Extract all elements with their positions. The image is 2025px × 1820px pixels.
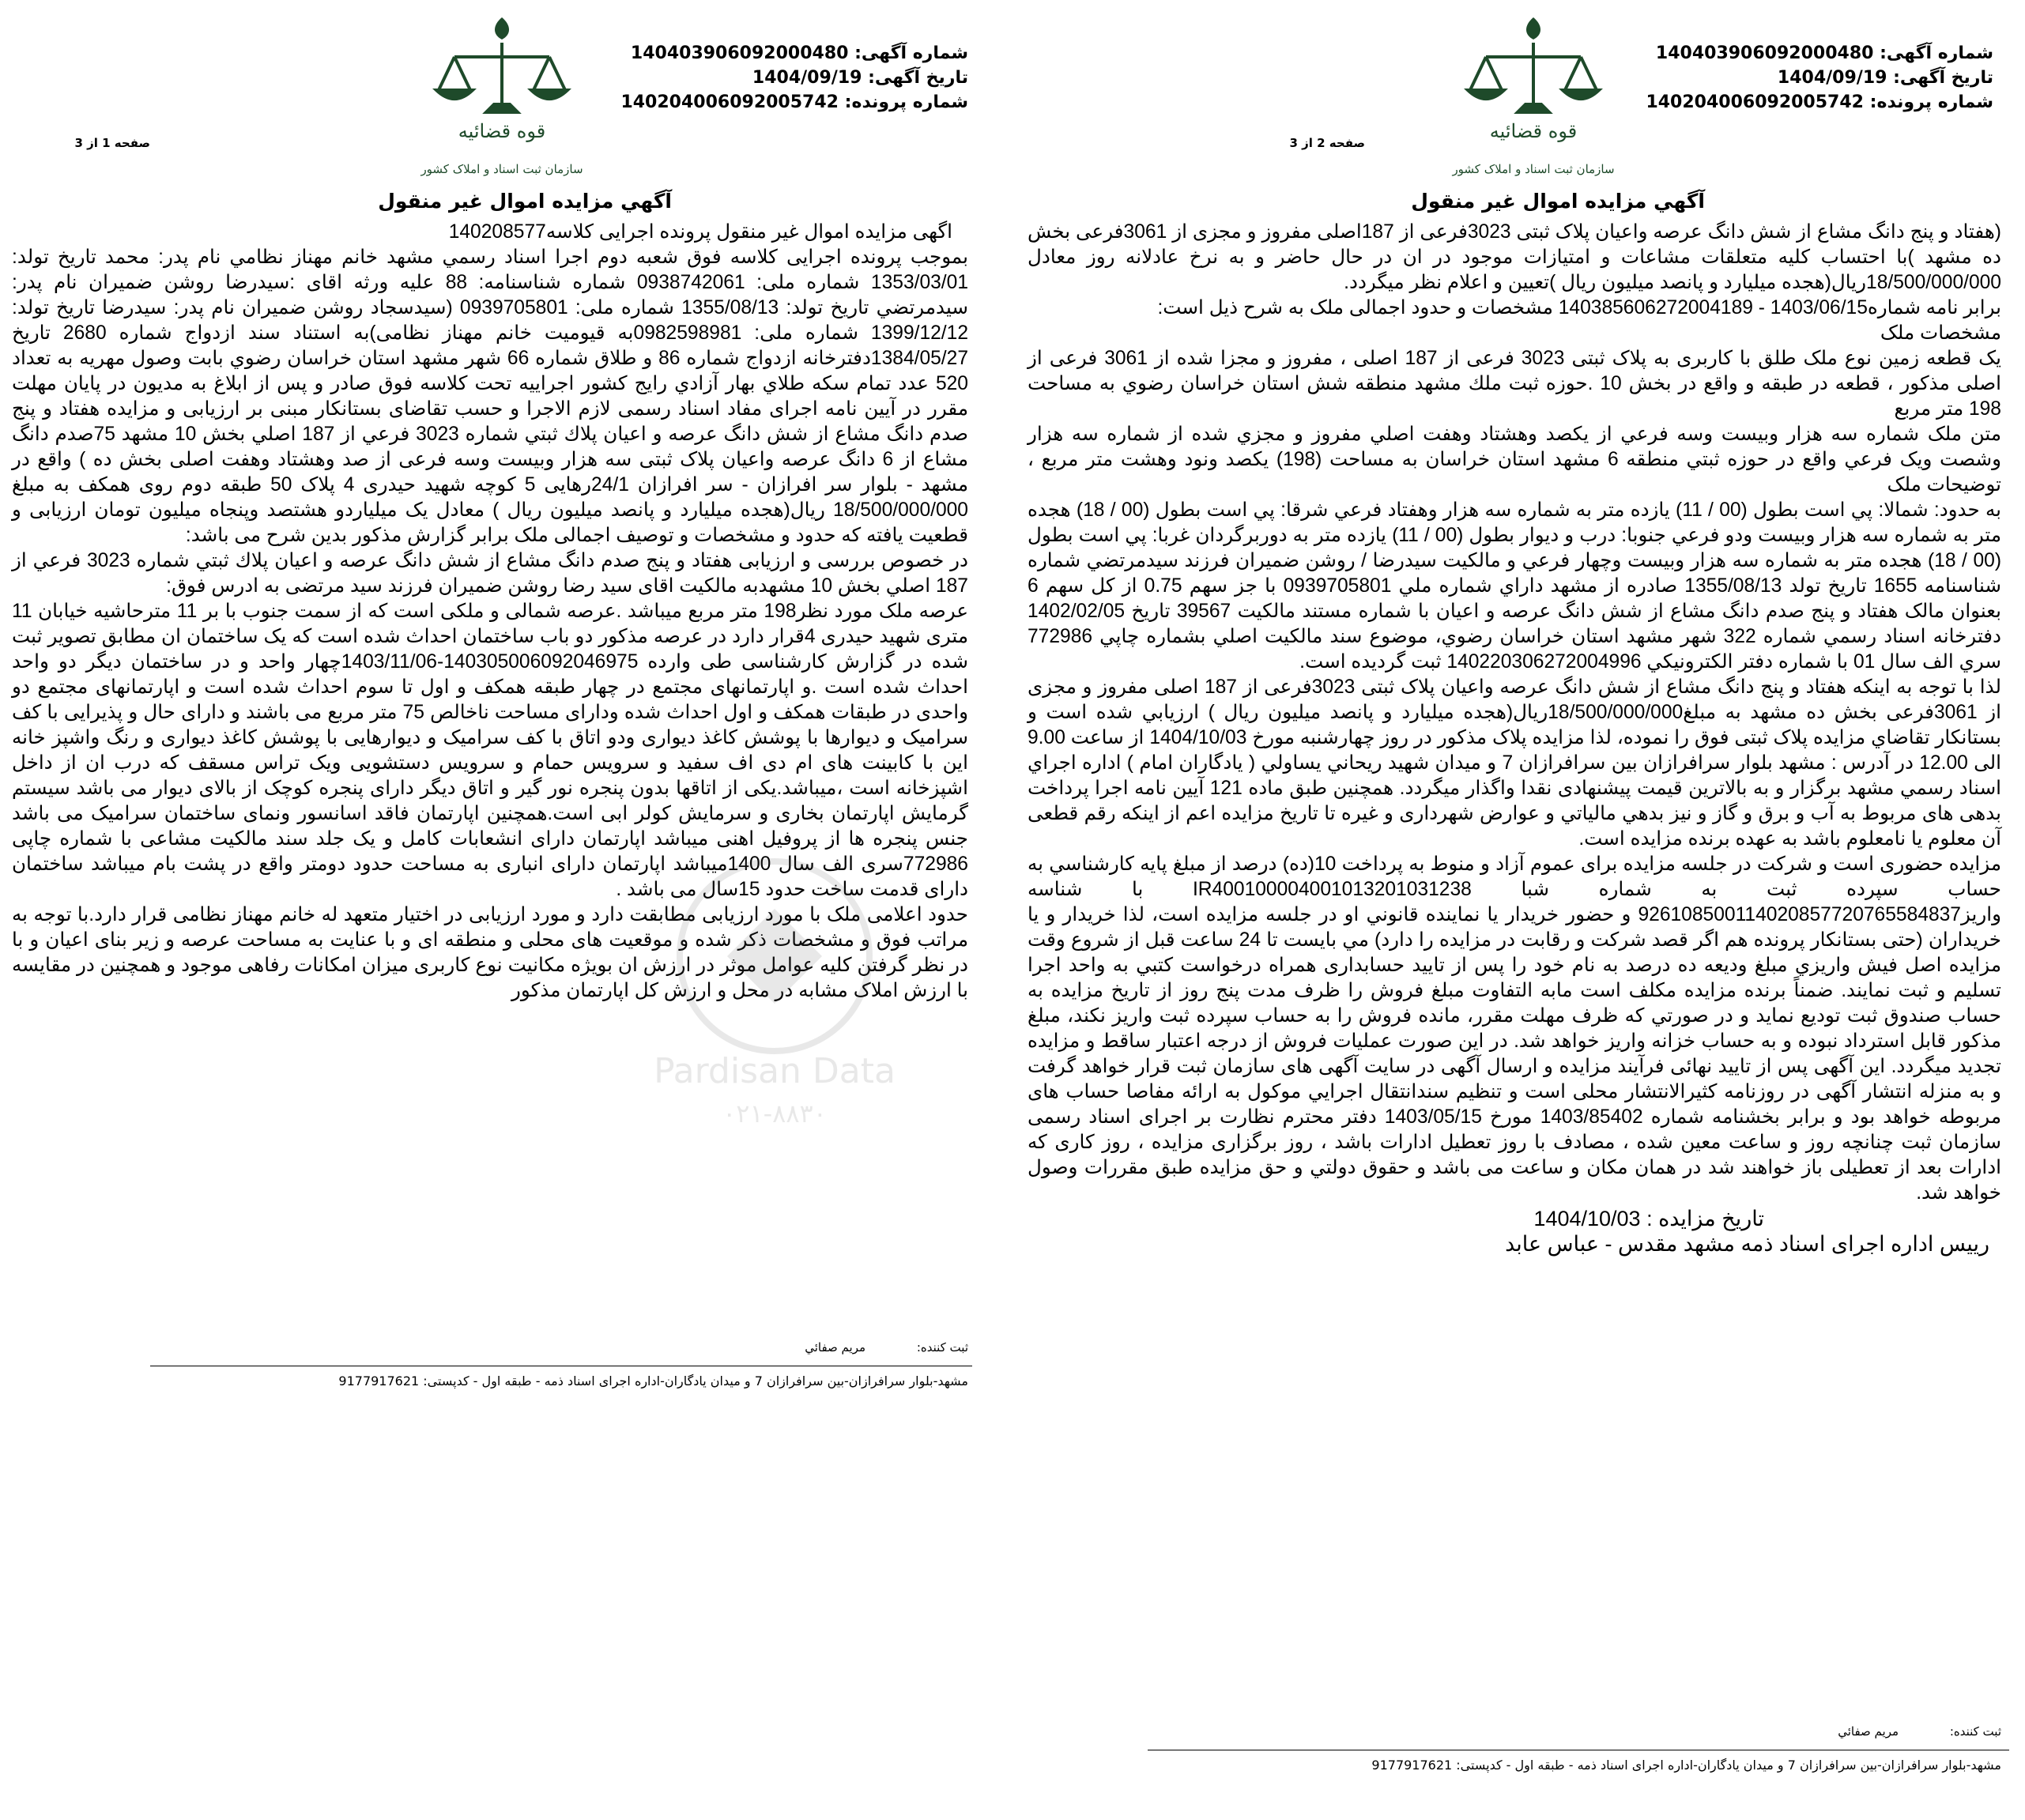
case-number-label: شماره پرونده:: [1869, 92, 1993, 112]
paragraph: بموجب پرونده اجرایی کلاسه فوق شعبه دوم اجرا اسناد رسمي مشهد خانم مهناز نظامي نام پدر: محمد تاریخ تولد: 1353/03/01 شماره ملی: 0938742061 شماره شناسنامه: 88 علیه ورثه اقای :سیدرضا روشن ضمیران نام پدر: سیدمرتضي تاریخ تولد: 1355/08/13 شماره ملی: 0939705801 (سیدسجاد روشن ضمیران نام پدر: سیدرضا تاریخ تولد: 1399/12/12 شماره ملی: 0982598981به قیومیت خانم مهناز نظامی)به استناد سند ازدواج شماره 2680 تاریخ 1384/05/27دفترخانه ازدواج شماره 86 و طلاق شماره 66 شهر مشهد استان خراسان رضوي بابت وصول مهریه به تعداد 520 عدد تمام سکه طلاي بهار آزادي رایج کشور اجراییه تحت کلاسه فوق صادر و پس از ابلاغ به مدیون در پایان مهلت مقرر در آیین نامه اجرای مفاد اسناد رسمی لازم الاجرا و حسب تقاضای بستانکار مبنی بر ارزیابی و مزایده هفتاد و پنج صدم دانگ مشاع از شش دانگ عرصه و اعیان پلاك ثبتي شماره 3023 فرعي از 187 اصلي بخش 10 مشهد 75صدم دانگ مشاع از 6 دانگ عرصه واعیان پلاک ثبتی سه هزار وبیست وسه فرعی از صد وهشتاد وهفت اصلی بخش ده ) واقع در مشهد - بلوار سر افرازان - سر افرازان 24/1رهایی 5 کوچه شهید حیدری 4 پلاک 50 طبقه دوم روی همکف به مبلغ 18/500/000/000 ریال(هجده میلیارد و پانصد میلیون ریال ) معادل یک میلیاردو هشتصد وپنجاه میلیون تومان ارزیابی و قطعیت یافته که حدود و مشخصات و توصیف اجمالی ملک برابر گزارش مذکور بدین شرح می باشد:: [12, 247, 969, 546]
ad-date-label: تاریخ آگهی:: [1893, 68, 1993, 88]
footer-address: مشهد-بلوار سرافرازان-بين سرافرازان 7 و ميدان يادگاران-اداره اجرای اسناد ذمه - طبقه اول - کدپستی: 9177917621: [338, 1373, 968, 1389]
doc-body: [12, 220, 968, 1004]
ad-date-label: تاریخ آگهی:: [868, 68, 968, 88]
doc-body: [1028, 220, 2001, 1257]
right-page: [1012, 0, 2025, 1820]
registrar: [1838, 1724, 2001, 1739]
registrar-name: مریم صفائي: [805, 1340, 866, 1355]
ad-date: 1404/09/19: [752, 68, 862, 88]
paragraph: به حدود: شمالا: پي است بطول (00 / 11) يازده متر به شماره سه هزار وهفتاد فرعي شرقا: پي است بطول (00 / 18) هجده متر به شماره سه هزار وبيست ودو فرعي جنوبا: درب و ديوار بطول (00 / 11) يازده متر به دوربرگردان غربا: پي است بطول (00 / 18) هجده متر به شماره سه هزار وبيست وچهار فرعي و مالکيت سيدرضا / روشن ضميران فرزند سيدمرتضي شماره شناسنامه 1655 تاريخ تولد 1355/08/13 صادره از مشهد داراي شماره ملي 0939705801 با جز سهم 0.75 از کل سهم 6 بعنوان مالک هفتاد و پنج صدم دانگ مشاع از شش دانگ عرصه و اعيان با شماره مستند مالکيت 39567 تاريخ 1402/02/05 دفترخانه اسناد رسمي شماره 322 شهر مشهد استان خراسان رضوي، موضوع سند مالکيت اصلي بشماره چاپي 772986 سري الف سال 01 با شماره دفتر الكترونيكي 140220306272004996 ثبت گرديده است.: [1028, 499, 2002, 673]
paragraph: مشخصات ملک: [1880, 322, 2001, 344]
auction-date: تاریخ مزایده : 1404/10/03: [1533, 1207, 1764, 1230]
registrar-label: ثبت کننده:: [1949, 1724, 2001, 1739]
logo-subtext: سازمان ثبت اسناد و املاک کشور: [1452, 162, 1615, 176]
logo-subtext: سازمان ثبت اسناد و املاک کشور: [420, 162, 583, 176]
signature: رییس اداره اجرای اسناد ذمه مشهد مقدس - عباس عابد: [1505, 1232, 1989, 1256]
registrar: [805, 1340, 968, 1355]
paragraph: لذا با توجه به اینکه هفتاد و پنج دانگ مشاع از شش دانگ عرصه واعیان پلاک ثبتی 3023فرعی از 187 اصلی مفروز و مجزی از 3061فرعی بخش ده مشهد به مبلغ18/500/000/000ریال(هجده میلیارد و پانصد میلیون ریال ) ارزیابي شده است و بستانكار تقاضاي مزايده پلاک ثبتی فوق را نموده، لذا مزايده پلاک مذکور در روز چهارشنبه مورخ 1404/10/03 از ساعت 9.00 الی 12.00 در آدرس : مشهد بلوار سرافرازان بين سرافرازان 7 و ميدان شهيد ريحاني يساولي ( يادگاران امام ) اداره اجراي اسناد رسمي مشهد برگزار و به بالاترين قيمت پيشنهادی نقدا واگذار ميگردد. همچنين طبق ماده 121 آيين نامه اجرا پرداخت بدهی های مربوط به آب و برق و گاز و نيز بدهي مالياتي و عوارض شهرداری و غيره تا تاريخ مزايده اعم از اينكه رقم قطعی آن معلوم يا نامعلوم باشد به عهده برنده مزايده است.: [1028, 676, 2002, 850]
page-number: صفحه 2 از 3: [1289, 136, 1365, 150]
registrar-name: مریم صفائي: [1838, 1724, 1899, 1739]
ad-number-label: شماره آگهی:: [1880, 43, 1993, 63]
watermark-phone: ۰۲۱-۸۸۳۰: [722, 1098, 827, 1129]
ad-number: 140403906092000480: [630, 43, 849, 63]
paragraph: حدود اعلامی ملک با مورد ارزیابی مطابقت دارد و مورد ارزیابی در اختیار متعهد له خانم مهناز نظامی قرار دارد.با توجه به مراتب فوق و مشخصات ذکر شده و موقعیت های محلی و منطقه ای و با عنایت به مساحت عرصه و زیر بنای اعیان و با در نظر گرفتن کلیه عوامل موثر در ارزش ان بویژه مکانیت نوع کاربری میزان امکانات رفاهی موجود و همچنین در مقایسه با ارزش املاک مشابه در محل و ارزش کل اپارتمان مذکور: [12, 904, 968, 1001]
judiciary-logo: [1442, 11, 1624, 193]
logo-text: قوه قضائیه: [458, 120, 546, 142]
ad-date: 1404/09/19: [1777, 68, 1887, 88]
ad-number: 140403906092000480: [1655, 43, 1874, 63]
paragraph: در خصوص بررسی و ارزیابی هفتاد و پنج صدم دانگ مشاع از شش دانگ عرصه و اعیان پلاك ثبتي شماره 3023 فرعي از 187 اصلي بخش 10 مشهدبه مالکیت اقای سید رضا روشن ضمیران فرزند سید مرتضی به ادرس فوق:: [12, 550, 968, 597]
judiciary-logo: [411, 11, 593, 193]
watermark-text: Pardisan Data: [654, 1051, 896, 1091]
case-number: 140204006092005742: [1646, 92, 1864, 112]
registrar-label: ثبت کننده:: [916, 1340, 968, 1355]
paragraph: متن ملک شماره سه هزار وبیست وسه فرعي از يکصد وهشتاد وهفت اصلي مفروز و مجزي شده از شماره سه هزار وشصت ويک فرعي واقع در حوزه ثبتي منطقه 6 مشهد استان خراسان به مساحت (198) يکصد ونود وهشت متر مربع ، توضيحات ملک: [1028, 424, 2002, 496]
footer-address: مشهد-بلوار سرافرازان-بين سرافرازان 7 و ميدان يادگاران-اداره اجرای اسناد ذمه - طبقه اول - کدپستی: 9177917621: [1371, 1758, 2001, 1773]
case-number-label: شماره پرونده:: [844, 92, 968, 112]
paragraph: یک قطعه زمین نوع ملک طلق با کاربری به پلاک ثبتی 3023 فرعی از 187 اصلی ، مفروز و مجزا شده از 3061 فرعی از اصلی مذکور ، قطعه در طبقه و واقع در بخش 10 .حوزه ثبت ملك مشهد منطقه شش استان خراسان رضوي به مساحت 198 متر مربع: [1028, 348, 2001, 420]
logo-text: قوه قضائیه: [1489, 120, 1578, 142]
paragraph: عرصه ملک مورد نظر198 متر مربع میباشد .عرصه شمالی و ملکی است که از سمت جنوب با بر 11 مترحاشیه خیابان 11 متری شهید حیدری 4قرار دارد در عرصه مذکور دو باب ساختمان احداث شده است که یک ساختمان ان مطابق تصویر ثبت شده در گزارش کارشناسی طی وارده 140305006092046975-1403/11/06چهار واحد و در ساختمان دیگر دو واحد احداث شده است .و اپارتمانهای مجتمع در چهار طبقه همکف و اول تا سوم احداث شده است و اپارتمانهای مجتمع دو واحدی در طبقات همکف و اول احداث شده ودارای مساحت ناخالص 75 متر مربع می باشند و دارای حال و پذیرایی با کف سرامیک و دیوارها با پوشش کاغذ دیواری ودو اتاق با کف سرامیک و دیوارهایی با پوشش کاغذ دیواری و رنگ واشپز خانه این با کابینت های ام دی اف سفید و سرویس حمام و سرویس دستشویی ویک تراس مسقف که درب ان از داخل اشپزخانه است ،میباشد.یکی از اتاقها بدون پنجره نور گیر و اتاق دیگر دارای پنجره کوچک از بالای دیوار می باشد سیستم گرمایش اپارتمان بخاری و سرمایش کولر ابی است.همچنین اپارتمان فاقد اسانسور ونمای ساختمان سرامیک می باشد جنس پنجره ها از پروفیل اهنی میباشد اپارتمان دارای انشعابات کامل و یک جلد سند مالکیت مشاعی با شماره چاپی 772986سری الف سال 1400میباشد اپارتمان دارای انباری به مساحت حدود دومتر واقع در پشت بام میباشد ساختمان دارای قدمت ساخت حدود 15سال می باشد .: [12, 601, 968, 900]
paragraph: برابر نامه شماره14038560627200418‎9 - 1403/06/15 مشخصات و حدود اجمالی ملک به شرح ذیل است:: [1157, 297, 2001, 318]
doc-title: آگهي مزايده اموال غير منقول: [378, 190, 672, 213]
paragraph: (هفتاد و پنج دانگ مشاع از شش دانگ عرصه واعیان پلاک ثبتی 3023فرعی از 187اصلی مفروز و مجزی از 3061فرعی بخش ده مشهد )با احتساب کلیه متعلقات مشاعات و امتیازات موجود در ان در حال حاضر و به نرخ عادلانه روز معادل 18/500/000/000ریال(هجده میلیارد و پانصد میلیون ریال )تعیین و اعلام نظر میگردد.: [1028, 221, 2001, 293]
paragraph: مزایده حضوری است و شرکت در جلسه مزایده برای عموم آزاد و منوط به پرداخت 10(ده) درصد از مبلغ پایه كارشناسي به حساب سپرده ثبت به شماره شبا IR400100004001013201031238 با شناسه واریز926108500114020857720765584837 و حضور خريدار يا نماينده قانوني او در جلسه مزايده است، لذا خريدار و يا خريداران (حتی بستانکار پرونده هم اگر قصد شرکت و رقابت در مزایده را دارد) مي بايست تا 24 ساعت قبل از شروع وقت مزايده اصل فيش واريزي مبلغ وديعه ده درصد به نام خود را پس از تاييد حسابداری همراه درخواست كتبي به واحد اجرا تسليم و ثبت نمايند. ضمناً برنده مزایده مکلف است مابه التفاوت مبلغ فروش را ظرف مدت پنج روز از تاریخ مزایده به حساب صندوق ثبت تودیع نماید و در صورتي كه ظرف مهلت مقرر، مانده فروش را به حساب سپرده ثبت واريز نكند، مبلغ مذكور قابل استرداد نبوده و به حساب خزانه واريز خواهد شد. در اين صورت عمليات فروش از درجه اعتبار ساقط و مزايده تجديد ميگردد. اين آگهی پس از تاييد نهائی فرآيند مزايده و ارسال آگهی در سايت آگهی های سازمان ثبت قرار خواهد گرفت و به منزله انتشار آگهی در روزنامه کثيرالانتشار محلی است و تنظيم سندانتقال اجرايي موكول به ارائه مفاصا حساب های مربوطه خواهد بود و برابر بخشنامه شماره 1403/85402 مورخ 1403/05/15 دفتر محترم نظارت بر اجرای اسناد رسمی سازمان ثبت چنانچه روز و ساعت معين شده ، مصادف با روز تعطيل ادارات باشد ، روز برگزاری مزايده ، روز كاری كه ادارات بعد از تعطيلی باز خواهند شد در همان مكان و ساعت می باشد و حقوق دولتي و حق مزايده طبق مقررات وصول خواهد شد.: [1028, 853, 2002, 1204]
page-number: صفحه 1 از 3: [74, 136, 150, 150]
case-number: 140204006092005742: [620, 92, 839, 112]
doc-title: آگهي مزايده اموال غير منقول: [1411, 190, 1705, 213]
paragraph: اگهی مزایده اموال غیر منقول پرونده اجرایی کلاسه140208577: [448, 221, 952, 243]
ad-number-label: شماره آگهی:: [854, 43, 968, 63]
left-page: [0, 0, 1012, 1820]
